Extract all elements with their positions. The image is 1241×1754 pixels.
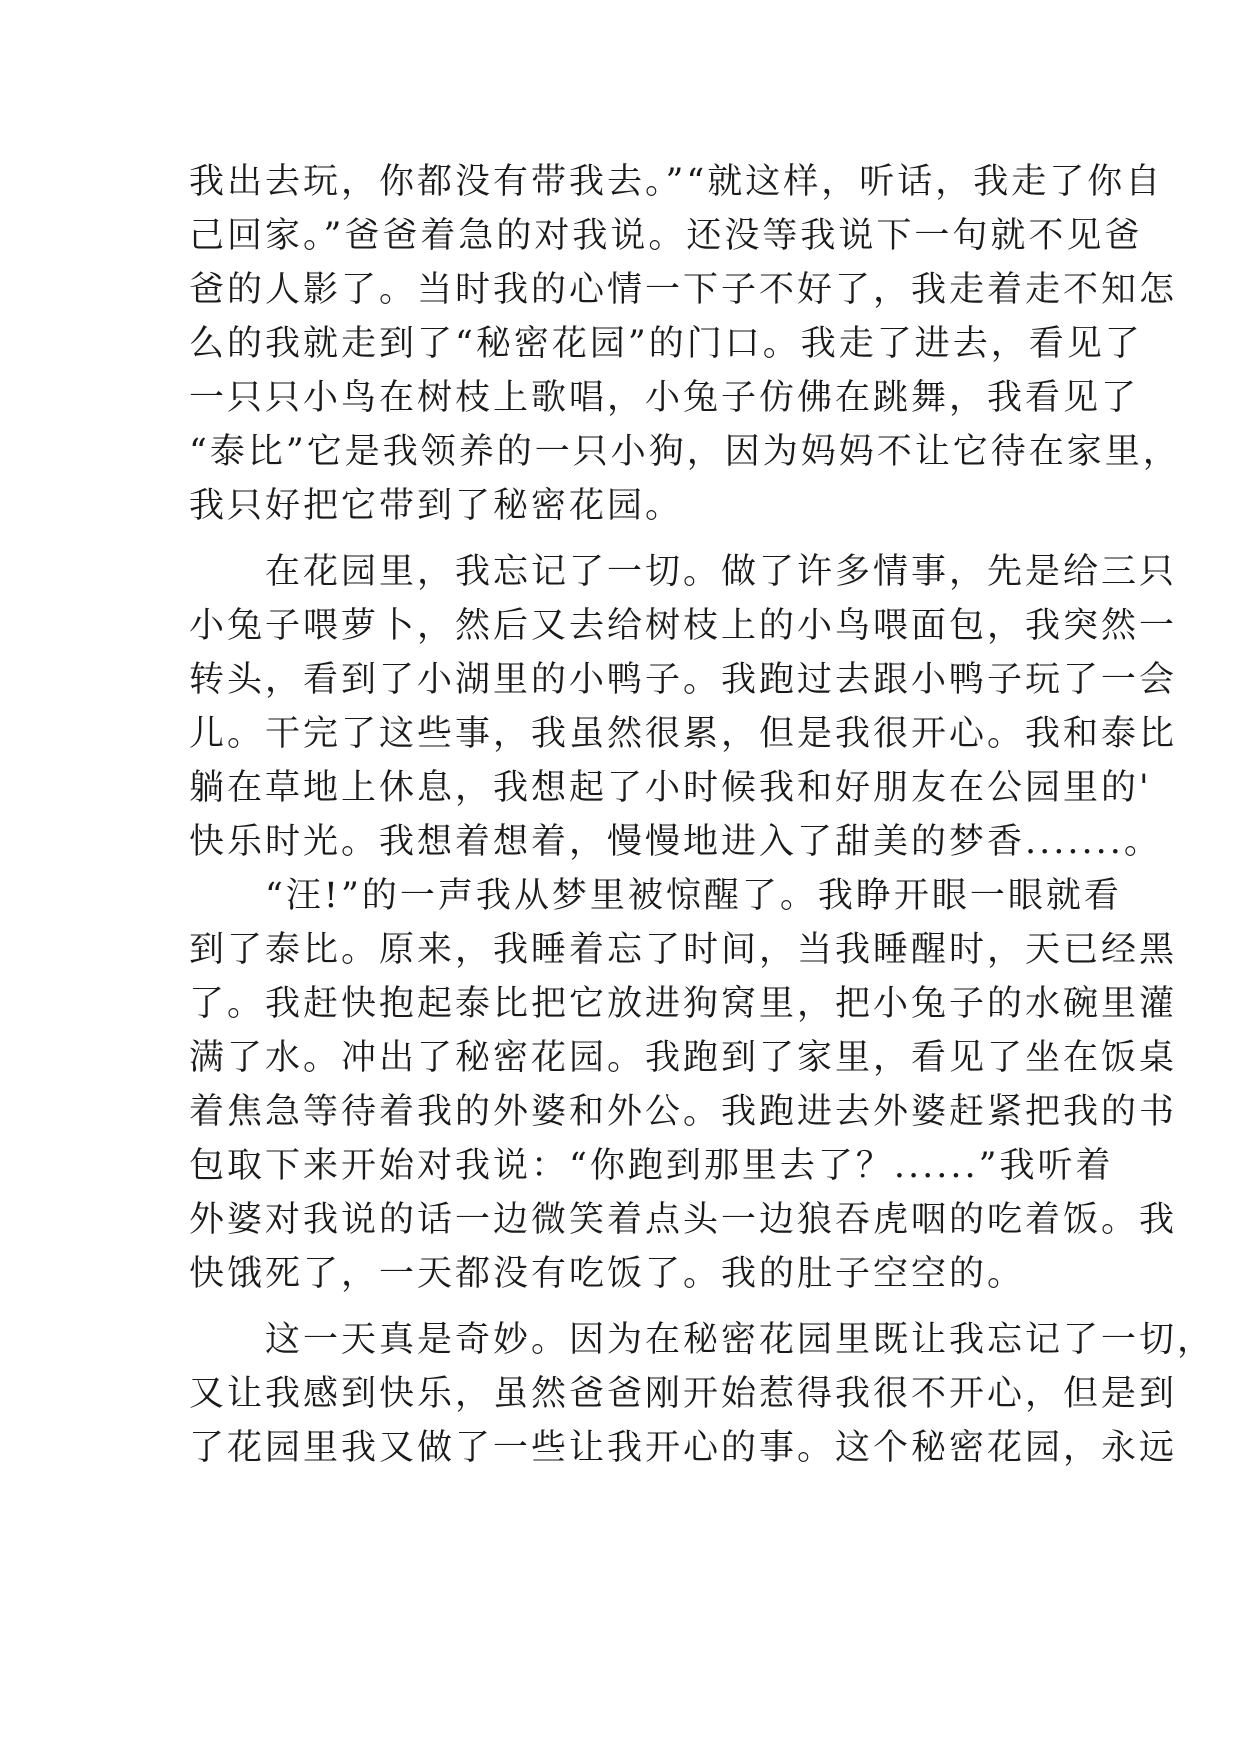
essay-text (189, 155, 1216, 1475)
text-line: 着焦急等待着我的外婆和外公。我跑进去外婆赶紧把我的书 (189, 1092, 1178, 1132)
text-line: 小兔子喂萝卜，然后又去给树枝上的小鸟喂面包，我突然一 (189, 606, 1178, 646)
text-line: 一只只小鸟在树枝上歌唱，小兔子仿佛在跳舞，我看见了 (189, 378, 1140, 418)
text-line: 到了泰比。原来，我睡着忘了时间，当我睡醒时，天已经黑 (189, 930, 1178, 970)
text-line: 我只好把它带到了秘密花园。 (189, 486, 684, 526)
text-line: 爸的人影了。当时我的心情一下子不好了，我走着走不知怎 (189, 270, 1178, 310)
text-line: 外婆对我说的话一边微笑着点头一边狼吞虎咽的吃着饭。我 (189, 1200, 1178, 1240)
text-line: 儿。干完了这些事，我虽然很累，但是我很开心。我和泰比 (189, 714, 1178, 754)
text-line: 么的我就走到了“秘密花园”的门口。我走了进去，看见了 (189, 324, 1143, 364)
text-line: 快饿死了，一天都没有吃饭了。我的肚子空空的。 (189, 1254, 1026, 1294)
paragraph-first-line: “汪!”的一声我从梦里被惊醒了。我睁开眼一眼就看 (265, 876, 1122, 916)
text-line: 又让我感到快乐，虽然爸爸刚开始惹得我很不开心，但是到 (189, 1374, 1178, 1414)
text-line: 躺在草地上休息，我想起了小时候我和好朋友在公园里的' (189, 768, 1152, 808)
text-line: 转头，看到了小湖里的小鸭子。我跑过去跟小鸭子玩了一会 (189, 660, 1178, 700)
text-line: 己回家。”爸爸着急的对我说。还没等我说下一句就不见爸 (189, 216, 1143, 256)
text-line: 快乐时光。我想着想着，慢慢地进入了甜美的梦香.......。 (189, 822, 1162, 862)
paragraph-first-line: 在花园里，我忘记了一切。做了许多情事，先是给三只 (265, 552, 1178, 592)
text-line: “泰比”它是我领养的一只小狗，因为妈妈不让它待在家里， (189, 432, 1181, 472)
text-line: 我出去玩，你都没有带我去。”“就这样，听话，我走了你自 (189, 162, 1164, 202)
text-line: 了。我赶快抱起泰比把它放进狗窝里，把小兔子的水碗里灌 (189, 984, 1178, 1024)
text-line: 包取下来开始对我说：“你跑到那里去了？......”我听着 (189, 1146, 1114, 1186)
text-line: 满了水。冲出了秘密花园。我跑到了家里，看见了坐在饭桌 (189, 1038, 1178, 1078)
paragraph-first-line: 这一天真是奇妙。因为在秘密花园里既让我忘记了一切， (265, 1320, 1216, 1360)
text-line: 了花园里我又做了一些让我开心的事。这个秘密花园，永远 (189, 1428, 1178, 1468)
